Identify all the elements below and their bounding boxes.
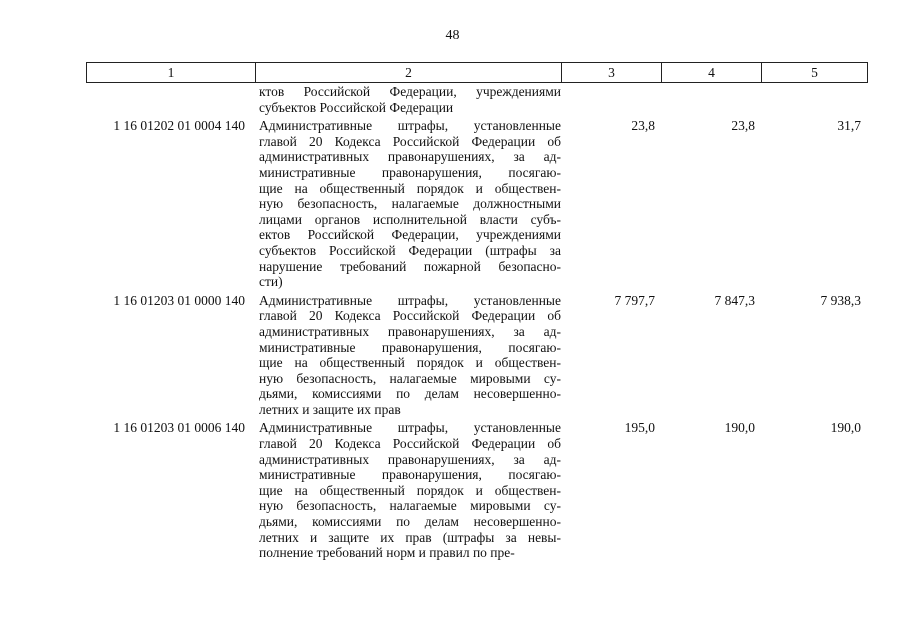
description-line: субъектов Российской Федерации bbox=[259, 99, 454, 115]
description-line: Административные штрафы, установленные bbox=[259, 118, 561, 134]
description-line: ную безопасность, налагаемые должностными bbox=[259, 196, 561, 212]
description-line: министративные правонарушения, посягаю- bbox=[259, 164, 561, 180]
row-description bbox=[255, 420, 561, 560]
description-line: ную безопасность, налагаемые мировыми су- bbox=[259, 370, 561, 386]
description-line: полнение требований норм и правил по пре- bbox=[259, 545, 515, 561]
description-line: министративные правонарушения, посягаю- bbox=[259, 339, 561, 355]
table-row bbox=[86, 118, 867, 290]
description-line: главой 20 Кодекса Российской Федерации об bbox=[259, 308, 561, 324]
description-line: сти) bbox=[259, 274, 283, 290]
column-header-5: 5 bbox=[762, 63, 868, 83]
value-col-5: 190,0 bbox=[830, 420, 861, 436]
description-line: субъектов Российской Федерации (штрафы за bbox=[259, 242, 561, 258]
table-row bbox=[86, 84, 867, 115]
description-line: лицами органов исполнительной власти субъ- bbox=[259, 211, 561, 227]
column-header-2: 2 bbox=[256, 63, 562, 83]
row-description bbox=[255, 84, 561, 115]
column-header-3: 3 bbox=[562, 63, 662, 83]
value-col-3: 195,0 bbox=[624, 420, 655, 436]
value-col-5: 7 938,3 bbox=[820, 292, 861, 308]
description-line: ктов Российской Федерации, учреждениями bbox=[259, 84, 561, 99]
description-line: ектов Российской Федерации, учреждениями bbox=[259, 227, 561, 243]
description-line: щие на общественный порядок и обществен- bbox=[259, 482, 561, 498]
column-header-1: 1 bbox=[87, 63, 256, 83]
budget-code: 1 16 01202 01 0004 140 bbox=[113, 118, 245, 134]
column-header-table bbox=[86, 62, 868, 83]
description-line: министративные правонарушения, посягаю- bbox=[259, 467, 561, 483]
budget-code: 1 16 01203 01 0006 140 bbox=[113, 420, 245, 436]
row-description bbox=[255, 293, 561, 418]
description-line: щие на общественный порядок и обществен- bbox=[259, 180, 561, 196]
column-header-4: 4 bbox=[662, 63, 762, 83]
value-col-4: 7 847,3 bbox=[714, 292, 755, 308]
description-line: летних и защите их прав bbox=[259, 401, 401, 417]
description-line: главой 20 Кодекса Российской Федерации об bbox=[259, 133, 561, 149]
column-header-row bbox=[87, 63, 868, 83]
description-line: ную безопасность, налагаемые мировыми су- bbox=[259, 498, 561, 514]
table-row bbox=[86, 293, 867, 418]
row-description bbox=[255, 118, 561, 290]
description-line: административных правонарушениях, за ад- bbox=[259, 451, 561, 467]
description-line: дьями, комиссиями по делам несовершенно- bbox=[259, 386, 561, 402]
value-col-3: 23,8 bbox=[631, 118, 655, 134]
budget-code: 1 16 01203 01 0000 140 bbox=[113, 292, 245, 308]
value-col-4: 23,8 bbox=[731, 118, 755, 134]
value-col-4: 190,0 bbox=[724, 420, 755, 436]
description-line: административных правонарушениях, за ад- bbox=[259, 149, 561, 165]
table-body bbox=[86, 84, 867, 564]
description-line: Административные штрафы, установленные bbox=[259, 292, 561, 308]
value-col-3: 7 797,7 bbox=[614, 292, 655, 308]
description-line: нарушение требований пожарной безопасно- bbox=[259, 258, 561, 274]
description-line: административных правонарушениях, за ад- bbox=[259, 323, 561, 339]
description-line: летних и защите их прав (штрафы за невы- bbox=[259, 529, 561, 545]
description-line: щие на общественный порядок и обществен- bbox=[259, 355, 561, 371]
value-col-5: 31,7 bbox=[837, 118, 861, 134]
description-line: Административные штрафы, установленные bbox=[259, 420, 561, 436]
description-line: дьями, комиссиями по делам несовершенно- bbox=[259, 514, 561, 530]
page-number: 48 bbox=[445, 28, 460, 43]
description-line: главой 20 Кодекса Российской Федерации об bbox=[259, 436, 561, 452]
table-row bbox=[86, 420, 867, 560]
